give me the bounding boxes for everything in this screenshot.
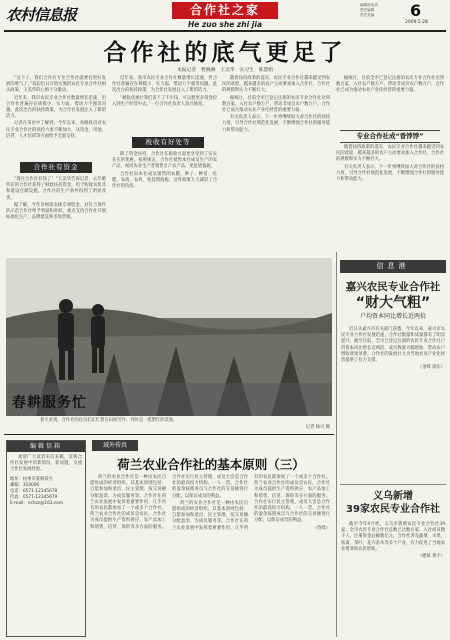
info-label: 信息港 bbox=[376, 262, 410, 270]
article-column-1b: “现在合作社有钱了！”王美华告诉记者，去年她所在的合作社获得了财政扶持资金，用于购置农机具和建设仓储设施，合作社的生产条件得到了明显改善。 据了解，今年市财政安排专项资金，对符合条件的示范合作社给予奖励和补助，重点支持合作社开展标准化生产、品牌建设和市场营销。 bbox=[6, 177, 106, 221]
foreign-label: 域外传真 bbox=[92, 440, 138, 451]
page-number: 6 bbox=[410, 1, 422, 20]
editor-mailbox-body: 欢迎广大读者来信来稿，反映合作社发展中的新情况、新问题，交流合作社发展经验。 bbox=[10, 455, 82, 473]
bottom-rule bbox=[4, 434, 334, 435]
newspaper-logo: 农村信息报 bbox=[6, 6, 77, 24]
editor-mailbox-label: 编辑信箱 bbox=[7, 441, 85, 452]
foreign-body: 荷兰的农业合作社是一种由农民自愿组成的经济组织，其基本原则包括：自愿参加和退出、民主管理、按交易额分配盈余、为成员服务等。合作社在荷兰农业发展中发挥着重要作用，几乎所有的农民都参加了一个或多个合作社。荷兰农业合作社的成员是农民，合作社为成员提供生产资料供应、农产品加工和销售、信贷、保险等多方面的服务。合作社实行民主管理，成员大会是合作社的最高权力机构，一人一票。合作社的盈余按照成员与合作社的交易额进行分配，以保证成员的利益。 荷兰的农业合作社是一种由农民自愿组成的经济组织，其基本原则包括：自愿参加和退出、民主管理、按交易额分配盈余、为成员服务等。合作社在荷兰农业发展中发挥着重要作用，几乎所有的农民都参加了一个或多个合作社。荷兰农业合作社的成员是农民，合作社为成员提供生产资料供应、农产品加工和销售、信贷、保险等多方面的服务。合作社实行民主管理，成员大会是合作社的最高权力机构，一人一票。合作社的盈余按照成员与合作社的交易额进行分配，以保证成员的利益。 （待续） bbox=[90, 475, 330, 531]
news2-body: 截至今年4月底，义乌市新增农民专业合作社39家，全市农民专业合作社总数已达数百家，入社成员数千人，注册资金总额数亿元。合作社涉及蔬菜、水果、畜禽、茶叶、花卉苗木等多个产业，有力促进了当地农业增效和农民增收。 （楼斌 黄宇） bbox=[341, 522, 445, 560]
editor-mailbox bbox=[6, 440, 86, 637]
info-label-bar bbox=[340, 260, 446, 273]
section-pinyin: He zuo she zhi jia bbox=[187, 20, 263, 29]
news1-headline: 嘉兴农民专业合作社 “财大气粗” 户均资本同比增长近两倍 bbox=[345, 281, 441, 320]
sidebar-divider bbox=[336, 252, 337, 637]
photo-caption: 春天来到，合作社的社员们正忙着在田间劳作，到处是一派繁忙的景象。 bbox=[40, 418, 178, 423]
masthead-rule bbox=[4, 30, 446, 32]
article-column-3: 随着扶持政策的落实，农民专业合作社越来越受到农民的欢迎。越来越多的农户主动要求加入合作社，合作社的规模和实力不断壮大。 据统计，目前全市已登记注册的农民专业合作社达到数百家，入社农户数万户，带动非成员农户数万户，合作社已成为推动农业产业化经营的重要力量。 有关负责人表示，下一步将继续加大对合作社的扶持力度，引导合作社规范化发展，不断增强合作社的服务能力和带动能力。 bbox=[222, 76, 330, 133]
issue-date: 2009.5.28 bbox=[405, 20, 428, 25]
news2-headline: 义乌新增 39家农民专业合作社 bbox=[346, 491, 440, 515]
editor-contact-list: 地址：杭州市某路某号 邮编：310000 电话：0571-12345678 传真：0571-12345679 E-mail：nchzs@163.com bbox=[10, 476, 64, 507]
article-column-2b: 除了资金扶持，合作社在税收方面也享受到了实实在在的优惠。按照规定，合作社销售本社成员生产的农产品，视同农业生产者销售自产农产品，免征增值税。 合作社向本社成员销售的农膜、种子、种苗、化肥、农药、农机，免征增值税。这些政策大大减轻了合作社的负担。 bbox=[112, 152, 217, 190]
section-head-col3: 专业合作社成“香饽饽” bbox=[340, 130, 440, 143]
article-column-4: 据统计，目前全市已登记注册的农民专业合作社达到数百家，入社农户数万户，带动非成员农户数万户，合作社已成为推动农业产业化经营的重要力量。 bbox=[336, 76, 444, 94]
page-headline: 合作社的底气更足了 bbox=[103, 40, 347, 66]
byline: 本报记者 曹婉琳 王美华 实习生 陈慧娟 bbox=[177, 68, 273, 73]
foreign-headline: 荷兰农业合作社的基本原则（三） bbox=[117, 457, 305, 472]
masthead-meta: 编辑部电话 责任编辑 责任美编 bbox=[360, 3, 378, 17]
article-column-2: 近年来，我市农民专业合作社数量增长迅速，但合作社普遍存在规模小、实力弱、带动力不强等问题。此次出台的扶持政策，为合作社发展注入了新的活力。 “税收优惠让我们省下了不少钱，可以把更多资金投入到生产经营中去。”一位合作社负责人高兴地说。 bbox=[112, 76, 217, 107]
photo-stamp: 春耕服务忙 bbox=[12, 395, 87, 411]
section-head-col1: 合作社有资金 bbox=[20, 162, 92, 173]
section-head-col2: 税收有好处等 bbox=[132, 137, 204, 148]
news1-body: 近日从嘉兴市有关部门获悉，今年以来，嘉兴市农民专业合作社发展迅速，合作社数量和质量都有了明显提升。截至目前，全市已登记注册的农民专业合作社户均资本同比增长近两倍，成员数量大幅增加，带动农户增收效果显著。合作社的发展壮大为当地农业产业化经营提供了有力支撑。 （金峰 徐东） bbox=[341, 327, 445, 371]
news-divider bbox=[340, 484, 446, 485]
article-column-4b: 随着扶持政策的落实，农民专业合作社越来越受到农民的欢迎。越来越多的农户主动要求加入合作社，合作社的规模和实力不断壮大。 有关负责人表示，下一步将继续加大对合作社的扶持力度，引导合作社规范化发展，不断增强合作社的服务能力和带动能力。 bbox=[336, 145, 444, 183]
section-title-box: 合作社之家 bbox=[172, 2, 278, 19]
article-column-1: “这下子，我们合作社专业合作社就要有更好发展的底气了。”说起近日开始实施的农民专业合作社相关政策，王美华的心情十分激动。 近年来，我市农民专业合作社数量增长迅速，但合作社普遍存在规模小、实力弱、带动力不强等问题。此次出台的扶持政策，为合作社发展注入了新的活力。 记者在采访中了解到，今年以来，各级政府对农民专业合作社的扶持力度不断加大，从资金、用地、信贷、人才培训等方面给予全面支持。 bbox=[6, 76, 106, 139]
photo-credit: 记者 杨兴 摄 bbox=[305, 425, 330, 430]
news-photo bbox=[6, 258, 332, 416]
